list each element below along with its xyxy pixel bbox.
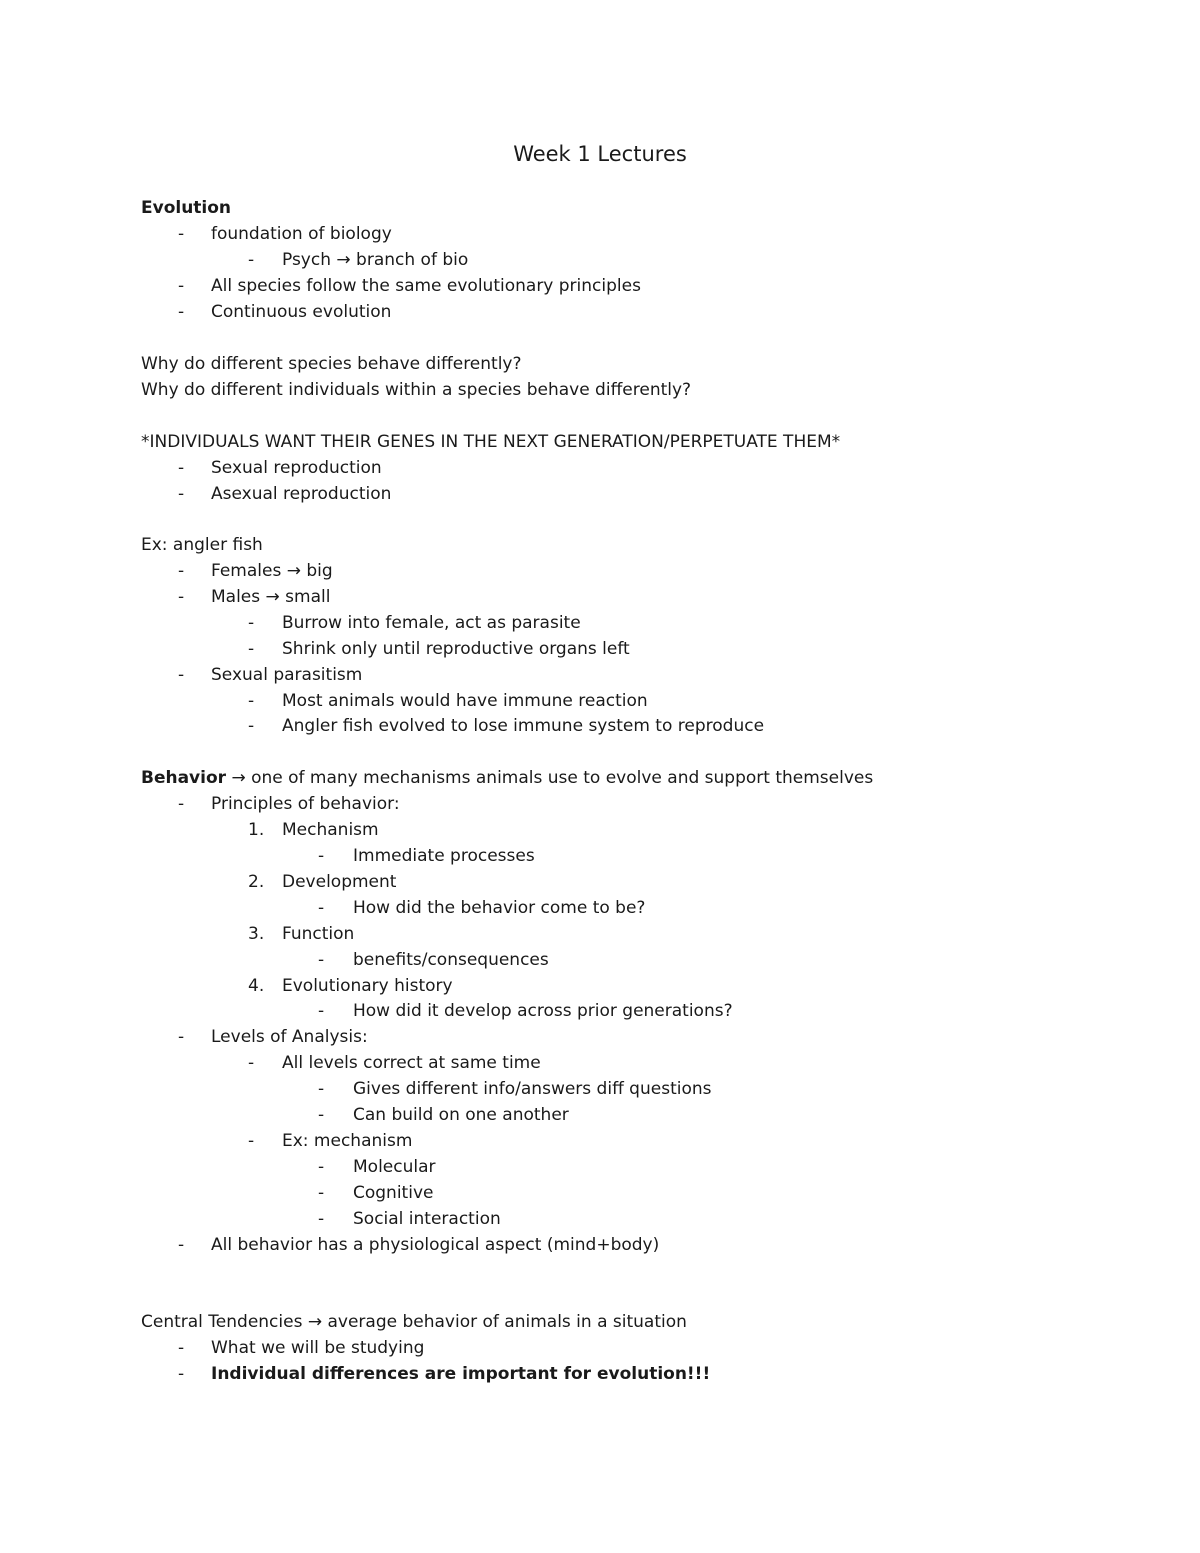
line-heading: Central Tendencies → average behavior of animals in a situation [141, 1312, 687, 1332]
bullet-dash: - [318, 1183, 325, 1203]
bullet-dash: - [318, 950, 325, 970]
list-number: 3. [248, 924, 265, 944]
line-text: Ex: mechanism [282, 1131, 413, 1151]
line-text: Asexual reproduction [211, 484, 392, 504]
bullet-dash: - [178, 561, 185, 581]
bullet-dash: - [178, 587, 185, 607]
bullet-dash: - [248, 1131, 255, 1151]
line-text: Sexual reproduction [211, 458, 382, 478]
line-text: All levels correct at same time [282, 1053, 541, 1073]
bullet-dash: - [318, 898, 325, 918]
page-title: Week 1 Lectures [513, 142, 687, 166]
line-text: Mechanism [282, 820, 379, 840]
line-text: Cognitive [353, 1183, 434, 1203]
line-text: Molecular [353, 1157, 436, 1177]
bullet-dash: - [248, 716, 255, 736]
bullet-dash: - [318, 1001, 325, 1021]
bullet-dash: - [248, 639, 255, 659]
line-text: Principles of behavior: [211, 794, 400, 814]
line-text: Males → small [211, 587, 331, 607]
bullet-dash: - [248, 1053, 255, 1073]
line-text: Angler fish evolved to lose immune system to reproduce [282, 716, 765, 736]
bullet-dash: - [318, 846, 325, 866]
line-text: benefits/consequences [353, 950, 549, 970]
line-text: Levels of Analysis: [211, 1027, 368, 1047]
line-text: Sexual parasitism [211, 665, 363, 685]
line-text: How did it develop across prior generations? [353, 1001, 733, 1021]
line-content [141, 765, 873, 791]
line-text: Shrink only until reproductive organs left [282, 639, 630, 659]
line-text: Females → big [211, 561, 333, 581]
bullet-dash: - [248, 250, 255, 270]
line-text: Most animals would have immune reaction [282, 691, 648, 711]
line-text: Burrow into female, act as parasite [282, 613, 581, 633]
bullet-dash: - [178, 1027, 185, 1047]
bullet-dash: - [248, 613, 255, 633]
bullet-dash: - [178, 276, 185, 296]
line-text: How did the behavior come to be? [353, 898, 646, 918]
bullet-dash: - [178, 458, 185, 478]
line-text: Individual differences are important for evolution!!! [211, 1364, 711, 1384]
bullet-dash: - [248, 691, 255, 711]
bullet-dash: - [318, 1209, 325, 1229]
line-text: Function [282, 924, 355, 944]
bullet-dash: - [178, 794, 185, 814]
list-number: 2. [248, 872, 265, 892]
bullet-dash: - [178, 224, 185, 244]
list-number: 4. [248, 976, 265, 996]
bullet-dash: - [178, 1338, 185, 1358]
bullet-dash: - [318, 1105, 325, 1125]
bullet-dash: - [178, 665, 185, 685]
bullet-dash: - [178, 1364, 185, 1384]
line-heading: Ex: angler fish [141, 535, 263, 555]
line-text: → one of many mechanisms animals use to evolve and support themselves [226, 768, 874, 788]
bullet-dash: - [318, 1079, 325, 1099]
line-text: Development [282, 872, 397, 892]
bullet-dash: - [178, 484, 185, 504]
bullet-dash: - [178, 1235, 185, 1255]
line-text: Gives different info/answers diff questions [353, 1079, 712, 1099]
line-text: Psych → branch of bio [282, 250, 469, 270]
line-text: Can build on one another [353, 1105, 569, 1125]
line-heading: *INDIVIDUALS WANT THEIR GENES IN THE NEXT GENERATION/PERPETUATE THEM* [141, 432, 841, 452]
line-heading: Why do different individuals within a species behave differently? [141, 380, 692, 400]
line-text: What we will be studying [211, 1338, 425, 1358]
line-text: Immediate processes [353, 846, 535, 866]
line-text: All behavior has a physiological aspect (mind+body) [211, 1235, 660, 1255]
line-lead: Behavior [141, 768, 227, 788]
line-text: Evolutionary history [282, 976, 453, 996]
line-heading: Why do different species behave differently? [141, 354, 522, 374]
bullet-dash: - [318, 1157, 325, 1177]
line-text: Continuous evolution [211, 302, 392, 322]
line-text: foundation of biology [211, 224, 392, 244]
list-number: 1. [248, 820, 265, 840]
line-heading: Evolution [141, 198, 232, 218]
bullet-dash: - [178, 302, 185, 322]
line-text: All species follow the same evolutionary principles [211, 276, 641, 296]
line-text: Social interaction [353, 1209, 501, 1229]
